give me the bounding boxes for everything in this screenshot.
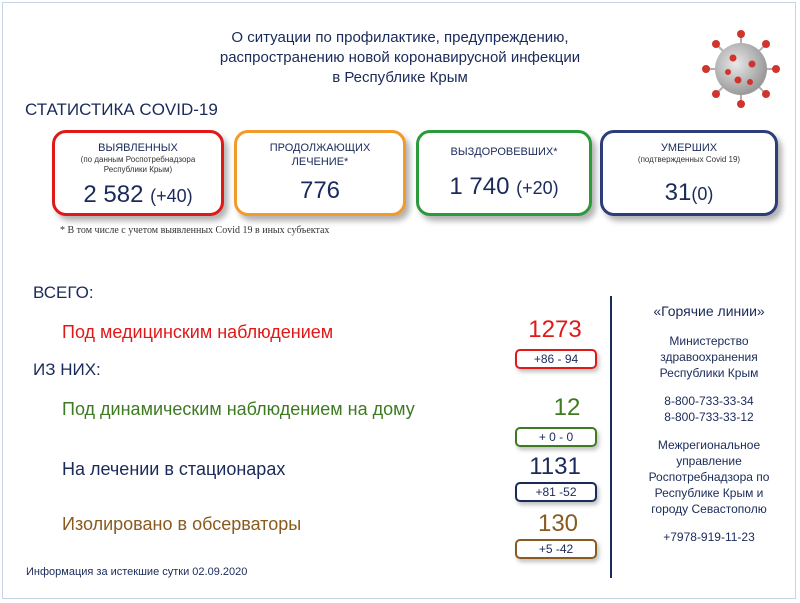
column-divider <box>610 296 612 578</box>
row-delta-hospital: +81 -52 <box>515 482 597 502</box>
rpn-block <box>634 437 784 517</box>
row-label-observatory: Изолировано в обсерваторы <box>62 514 302 534</box>
hotlines-title: «Горячие линии» <box>653 303 765 319</box>
card-label: УМЕРШИХ <box>660 142 718 154</box>
stats-heading: СТАТИСТИКА COVID-19 <box>25 100 218 119</box>
value-number: 2 582 <box>83 181 144 208</box>
value-number: 1 740 <box>449 173 510 200</box>
footnote: * В том числе с учетом выявленных Covid 19 в иных субъектах <box>60 225 330 236</box>
value-number: 31 <box>664 179 692 206</box>
value-increment: (+20) <box>516 178 559 198</box>
card-continuing-treatment <box>234 130 406 216</box>
row-delta-medical-observation: +86 - 94 <box>515 349 597 369</box>
ministry-block <box>634 333 784 381</box>
card-value: 776 <box>299 177 341 204</box>
rpn-line: городу Севастополю <box>651 502 767 516</box>
value-increment: (+40) <box>150 186 193 206</box>
row-value-home-observation: 12 <box>553 394 581 421</box>
card-label <box>237 141 403 169</box>
card-label: ВЫЯВЛЕННЫХ <box>98 142 178 154</box>
row-delta-home-observation: + 0 - 0 <box>515 427 597 447</box>
rpn-line: Роспотребнадзора по <box>648 470 770 484</box>
info-date: Информация за истекшие сутки 02.09.2020 <box>26 566 248 578</box>
title-line: О ситуации по профилактике, предупреждению, <box>231 29 569 46</box>
ministry-phones <box>634 393 784 425</box>
phone-number: 8-800-733-33-12 <box>664 410 754 424</box>
page-title <box>150 28 650 88</box>
card-value <box>55 181 221 209</box>
card-label-line: ПРОДОЛЖАЮЩИХ <box>269 142 371 154</box>
card-sub: (подтвержденных Covid 19) <box>637 155 741 164</box>
rpn-line: управление <box>676 454 742 468</box>
title-line: в Республике Крым <box>332 69 468 86</box>
row-label-hospital: На лечении в стационарах <box>62 459 286 479</box>
card-value <box>603 179 775 207</box>
ministry-line: Республики Крым <box>659 366 759 380</box>
rpn-line: Межрегиональное <box>657 438 761 452</box>
row-value-medical-observation: 1273 <box>528 316 582 343</box>
ministry-line: здравоохранения <box>660 350 758 364</box>
card-label-line: ЛЕЧЕНИЕ* <box>291 156 349 168</box>
card-value <box>419 173 589 201</box>
card-sub: Республики Крым) <box>103 165 173 174</box>
card-sub: (по данным Роспотребнадзора <box>80 155 196 164</box>
total-label: ВСЕГО: <box>33 283 94 302</box>
card-deaths <box>600 130 778 216</box>
phone-number: 8-800-733-33-34 <box>664 394 754 408</box>
row-value-hospital: 1131 <box>529 453 581 480</box>
card-recovered <box>416 130 592 216</box>
row-value-observatory: 130 <box>537 510 579 537</box>
ministry-line: Министерство <box>669 334 749 348</box>
card-detected <box>52 130 224 216</box>
title-line: распространению новой коронавирусной инфекции <box>219 49 581 66</box>
row-label-medical-observation: Под медицинским наблюдением <box>62 322 334 342</box>
of-them-label: ИЗ НИХ: <box>33 360 101 379</box>
value-increment: (0) <box>691 184 714 204</box>
row-delta-observatory: +5 -42 <box>515 539 597 559</box>
coronavirus-icon <box>700 28 782 110</box>
rpn-line: Республике Крым и <box>654 486 764 500</box>
row-label-home-observation: Под динамическим наблюдением на дому <box>62 399 415 419</box>
hotlines-panel <box>634 303 784 545</box>
card-label: ВЫЗДОРОВЕВШИХ* <box>450 146 558 158</box>
phone-number: +7978-919-11-23 <box>663 530 755 544</box>
